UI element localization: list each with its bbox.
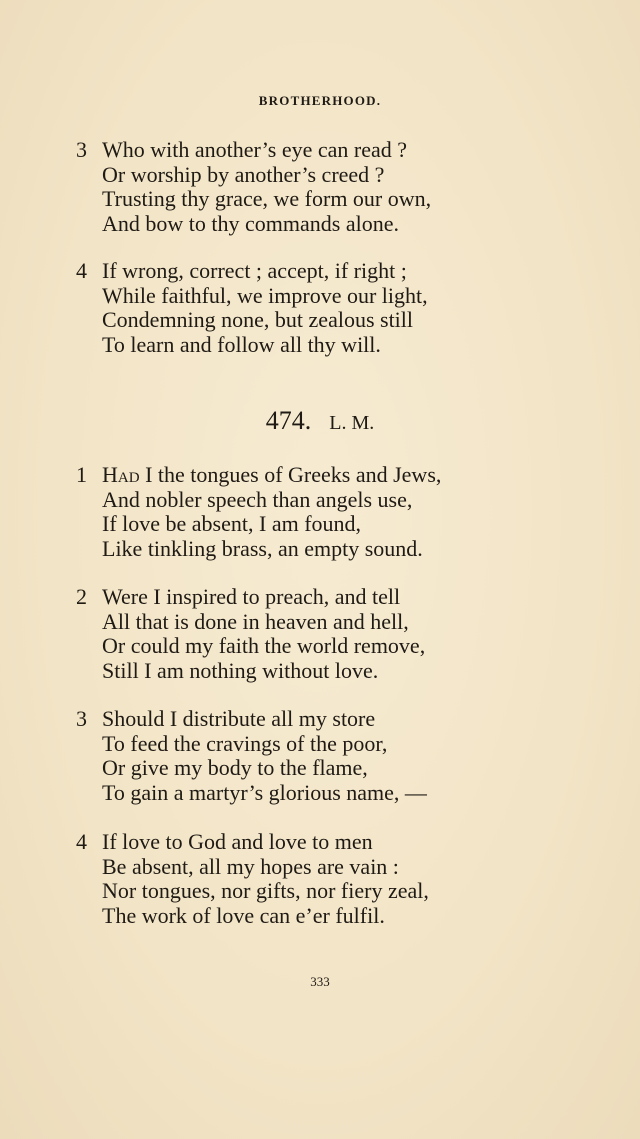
verse-line — [76, 187, 536, 212]
verse-line-text: And nobler speech than angels use, — [102, 486, 413, 512]
verse-line-text: Trusting thy grace, we form our own, — [102, 186, 432, 212]
verse-line-text: And bow to thy commands alone. — [102, 210, 399, 236]
verse-line — [76, 610, 536, 635]
verse-line-text: Nor tongues, nor gifts, nor fiery zeal, — [102, 878, 429, 904]
verse-number: 3 — [76, 137, 87, 162]
verse-line-text: Who with another’s eye can read ? — [102, 137, 408, 162]
verse-line — [76, 259, 536, 284]
verse-number: 1 — [76, 462, 87, 487]
verse-line-text: If love be absent, I am found, — [102, 511, 362, 537]
verse-line-text: Or worship by another’s creed ? — [102, 161, 385, 187]
verse-line-text: I the tongues of Greeks and Jews, — [139, 462, 442, 487]
prev-hymn-verse-4 — [76, 259, 536, 357]
verse-line-text: Still I am nothing without love. — [102, 657, 379, 683]
verse-line-text: Were I inspired to preach, and tell — [102, 584, 401, 609]
verse-line — [76, 756, 536, 781]
verse-line — [76, 308, 536, 333]
verse-line-text: All that is done in heaven and hell, — [102, 608, 409, 634]
verse-line — [76, 537, 536, 562]
verse-line-text: Or give my body to the flame, — [102, 755, 368, 781]
verse-number: 3 — [76, 706, 87, 731]
verse-number: 4 — [76, 258, 87, 283]
verse-line — [76, 707, 536, 732]
hymn-verse-1 — [76, 463, 536, 561]
verse-line — [76, 512, 536, 537]
verse-line — [76, 585, 536, 610]
verse-line — [76, 163, 536, 188]
verse-line-text: Be absent, all my hopes are vain : — [102, 853, 399, 879]
verse-line — [76, 879, 536, 904]
page-number: 333 — [310, 974, 330, 989]
hymn-verse-3 — [76, 707, 536, 805]
verse-line-text: Or could my faith the world remove, — [102, 633, 426, 659]
hymn-meter: L. M. — [329, 412, 375, 434]
hymn-verse-4 — [76, 830, 536, 928]
prev-hymn-verse-3 — [76, 138, 536, 236]
verse-line — [76, 732, 536, 757]
verse-line-text: While faithful, we improve our light, — [102, 282, 428, 308]
verse-line — [76, 659, 536, 684]
verse-line-text: The work of love can e’er fulfil. — [102, 902, 385, 928]
verse-line — [76, 634, 536, 659]
verse-first-word: Had — [102, 462, 140, 487]
verse-line — [76, 855, 536, 880]
verse-line — [76, 463, 536, 488]
verse-line — [76, 212, 536, 237]
verse-line-text: Should I distribute all my store — [102, 706, 376, 731]
verse-line-text: To gain a martyr’s glorious name, — — [102, 779, 427, 805]
verse-line — [76, 333, 536, 358]
verse-line-text: Like tinkling brass, an empty sound. — [102, 535, 423, 561]
running-head: BROTHERHOOD. — [258, 93, 382, 108]
verse-line-text: To feed the cravings of the poor, — [102, 730, 388, 756]
verse-line — [76, 284, 536, 309]
verse-line-text: If wrong, correct ; accept, if right ; — [102, 258, 407, 283]
verse-line-text: If love to God and love to men — [102, 829, 373, 854]
hymn-verse-2 — [76, 585, 536, 683]
verse-line — [76, 781, 536, 806]
verse-line — [76, 830, 536, 855]
verse-number: 2 — [76, 584, 87, 609]
verse-line — [76, 138, 536, 163]
hymn-number: 474. — [265, 406, 312, 435]
hymn-heading — [0, 406, 640, 436]
verse-line — [76, 904, 536, 929]
verse-line — [76, 488, 536, 513]
verse-line-text: Condemning none, but zealous still — [102, 307, 414, 333]
verse-number: 4 — [76, 829, 87, 854]
verse-line-text: To learn and follow all thy will. — [102, 331, 381, 357]
